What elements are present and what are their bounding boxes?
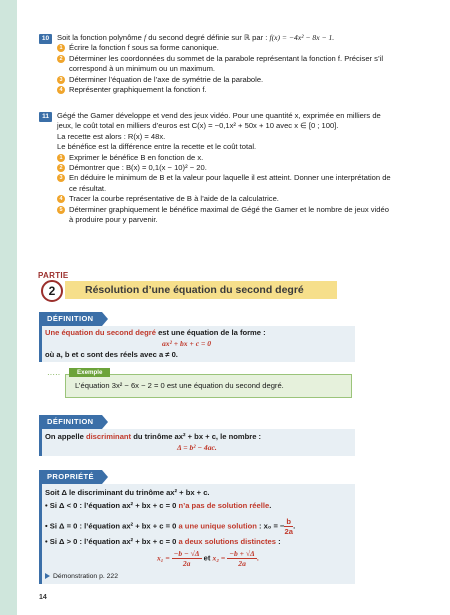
question-3: 3 Déterminer l’équation de l’axe de symétrie de la parabole. [57,75,387,85]
definition-formula: ax² + bx + c = 0 [162,339,212,348]
demonstration-link[interactable]: Démonstration p. 222 [45,572,118,582]
property-bullet-3: • Si Δ > 0 : l’équation ax² + bx + c = 0 a deux solutions distinctes : [45,537,281,546]
question-2: 2 Déterminer les coordonnées du sommet de la parabole représentant la fonction f. Préciser s’il correspond à un minimum ou un maximum. [57,54,387,75]
property-tag: PROPRIÉTÉ [39,470,102,484]
left-margin-band [0,0,17,615]
exercise-line: Le bénéfice est la différence entre la recette et le coût total. [57,142,257,152]
definition-formula: Δ = b² − 4ac. [177,443,217,452]
question-1: 1 Exprimer le bénéfice B en fonction de x. [57,153,392,163]
definition-tag: DÉFINITION [39,312,102,326]
question-2: 2 Démontrer que : B(x) = 0,1(x − 10)² − 20. [57,163,392,173]
example-text: L’équation 3x² − 6x − 2 = 0 est une équation du second degré. [75,381,284,390]
example-dots: ····· [47,370,61,379]
question-3: 3 En déduire le minimum de B et la valeur pour laquelle il est atteint. Donner une interprétation de ce résultat. [57,173,392,194]
play-arrow-icon [45,573,50,579]
definition-tag: DÉFINITION [39,415,102,429]
definition-line: On appelle discriminant du trinôme ax² + bx + c, le nombre : [45,432,262,441]
property-intro: Soit Δ le discriminant du trinôme ax² + bx + c. [45,488,210,497]
question-4: 4 Tracer la courbe représentative de B à l’aide de la calculatrice. [57,194,392,204]
example-tag: Exemple [69,368,110,377]
question-1: 1 Écrire la fonction f sous sa forme canonique. [57,43,387,53]
property-bullet-2: • Si Δ = 0 : l’équation ax² + bx + c = 0 a une unique solution : x₀ = − $\frac{b}{2a}$ . [45,517,296,536]
page-content [17,0,450,615]
property-bullet-1: • Si Δ < 0 : l’équation ax² + bx + c = 0 n’a pas de solution réelle. [45,501,272,510]
exercise-number: 10 [39,34,52,44]
part-number: 2 [41,280,63,302]
part-label: PARTIE [38,271,69,280]
exercise-11 [39,111,392,225]
page-number: 14 [39,594,47,601]
question-4: 4 Représenter graphiquement la fonction f. [57,85,387,95]
exercise-intro: Gégé the Gamer développe et vend des jeux vidéo. Pour une quantité x, exprimée en milliers de jeux, le coût total en milliers d’euros est C(x) = −0,1x² + 50x + 10 avec x ∈ [0 ; 100]. [57,111,381,131]
question-5: 5 Déterminer graphiquement le bénéfice maximal de Gégé the Gamer et le nombre de jeux vidéo à produire pour y parvenir. [57,205,392,226]
property-solutions: x₁ = $\frac{-b - √\Delta}{2a}$ et x₂ = $\frac{-b + √\Delta}{2a}$ . [157,549,259,568]
exercise-line: La recette est alors : R(x) = 48x. [57,131,166,141]
exercise-number: 11 [39,112,52,122]
definition-line: Une équation du second degré est une équation de la forme : [45,328,266,337]
exercise-intro: Soit la fonction polynôme f du second degré définie sur ℝ par : f(x) = −4x² − 8x − 1. [57,33,335,42]
exercise-10 [39,33,387,95]
definition-line: où a, b et c sont des réels avec a ≠ 0. [45,350,178,359]
part-title: Résolution d’une équation du second degré [65,281,337,299]
